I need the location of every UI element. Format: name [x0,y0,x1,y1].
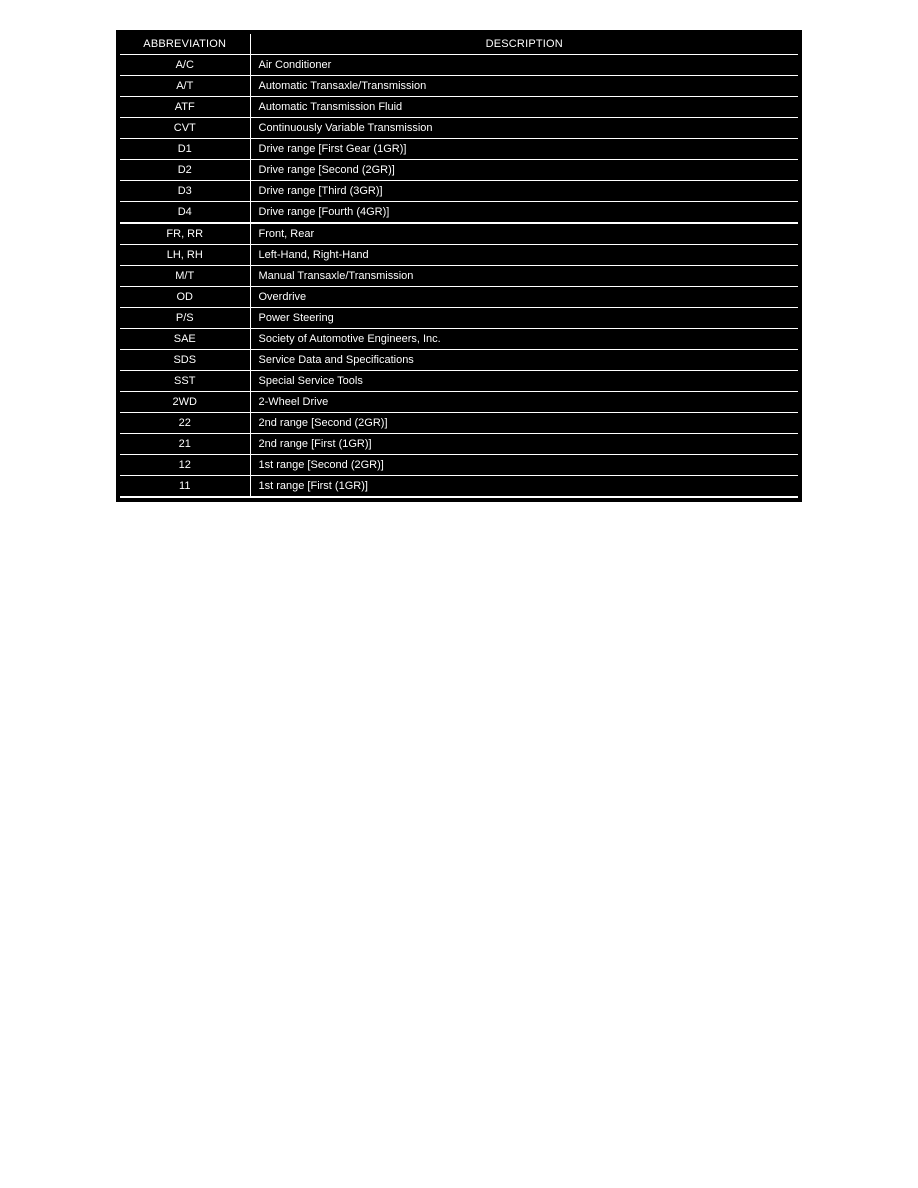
table-row [120,76,798,97]
description-cell: 1st range [First (1GR)] [250,476,798,498]
description-cell: Continuously Variable Transmission [250,118,798,139]
table-row [120,371,798,392]
description-cell: Automatic Transaxle/Transmission [250,76,798,97]
abbreviation-table-frame [116,30,802,502]
abbreviation-cell: 12 [120,455,250,476]
description-cell: 1st range [Second (2GR)] [250,455,798,476]
table-row [120,181,798,202]
abbreviation-cell: D4 [120,202,250,224]
description-cell: 2nd range [First (1GR)] [250,434,798,455]
table-row [120,329,798,350]
description-cell: Power Steering [250,308,798,329]
description-column-header: DESCRIPTION [250,34,798,55]
table-row [120,434,798,455]
abbreviation-column-header: ABBREVIATION [120,34,250,55]
table-header-row [120,34,798,55]
table-row [120,118,798,139]
description-cell: Drive range [Fourth (4GR)] [250,202,798,224]
table-row [120,202,798,224]
abbreviation-table [120,34,798,498]
description-cell: Drive range [Second (2GR)] [250,160,798,181]
description-cell: Air Conditioner [250,55,798,76]
abbreviation-cell: LH, RH [120,245,250,266]
table-row [120,139,798,160]
abbreviation-cell: A/T [120,76,250,97]
abbreviation-cell: CVT [120,118,250,139]
table-row [120,413,798,434]
abbreviation-cell: M/T [120,266,250,287]
abbreviation-cell: 22 [120,413,250,434]
description-cell: Left-Hand, Right-Hand [250,245,798,266]
table-row [120,245,798,266]
abbreviation-cell: D2 [120,160,250,181]
table-row [120,97,798,118]
table-row [120,392,798,413]
abbreviation-cell: D3 [120,181,250,202]
description-cell: 2nd range [Second (2GR)] [250,413,798,434]
abbreviation-cell: OD [120,287,250,308]
abbreviation-cell: ATF [120,97,250,118]
table-row [120,308,798,329]
description-cell: Automatic Transmission Fluid [250,97,798,118]
description-cell: Manual Transaxle/Transmission [250,266,798,287]
description-cell: Front, Rear [250,223,798,245]
abbreviation-cell: 21 [120,434,250,455]
abbreviation-cell: 11 [120,476,250,498]
table-row [120,55,798,76]
description-cell: 2-Wheel Drive [250,392,798,413]
table-row [120,287,798,308]
abbreviation-cell: SAE [120,329,250,350]
table-row [120,350,798,371]
abbreviation-cell: P/S [120,308,250,329]
table-row [120,160,798,181]
table-row [120,455,798,476]
table-row [120,266,798,287]
abbreviation-cell: A/C [120,55,250,76]
abbreviation-cell: 2WD [120,392,250,413]
abbreviation-cell: FR, RR [120,223,250,245]
abbreviation-cell: D1 [120,139,250,160]
table-row [120,476,798,498]
description-cell: Service Data and Specifications [250,350,798,371]
table-row [120,223,798,245]
description-cell: Overdrive [250,287,798,308]
description-cell: Drive range [First Gear (1GR)] [250,139,798,160]
description-cell: Society of Automotive Engineers, Inc. [250,329,798,350]
abbreviation-cell: SDS [120,350,250,371]
abbreviation-cell: SST [120,371,250,392]
description-cell: Drive range [Third (3GR)] [250,181,798,202]
description-cell: Special Service Tools [250,371,798,392]
